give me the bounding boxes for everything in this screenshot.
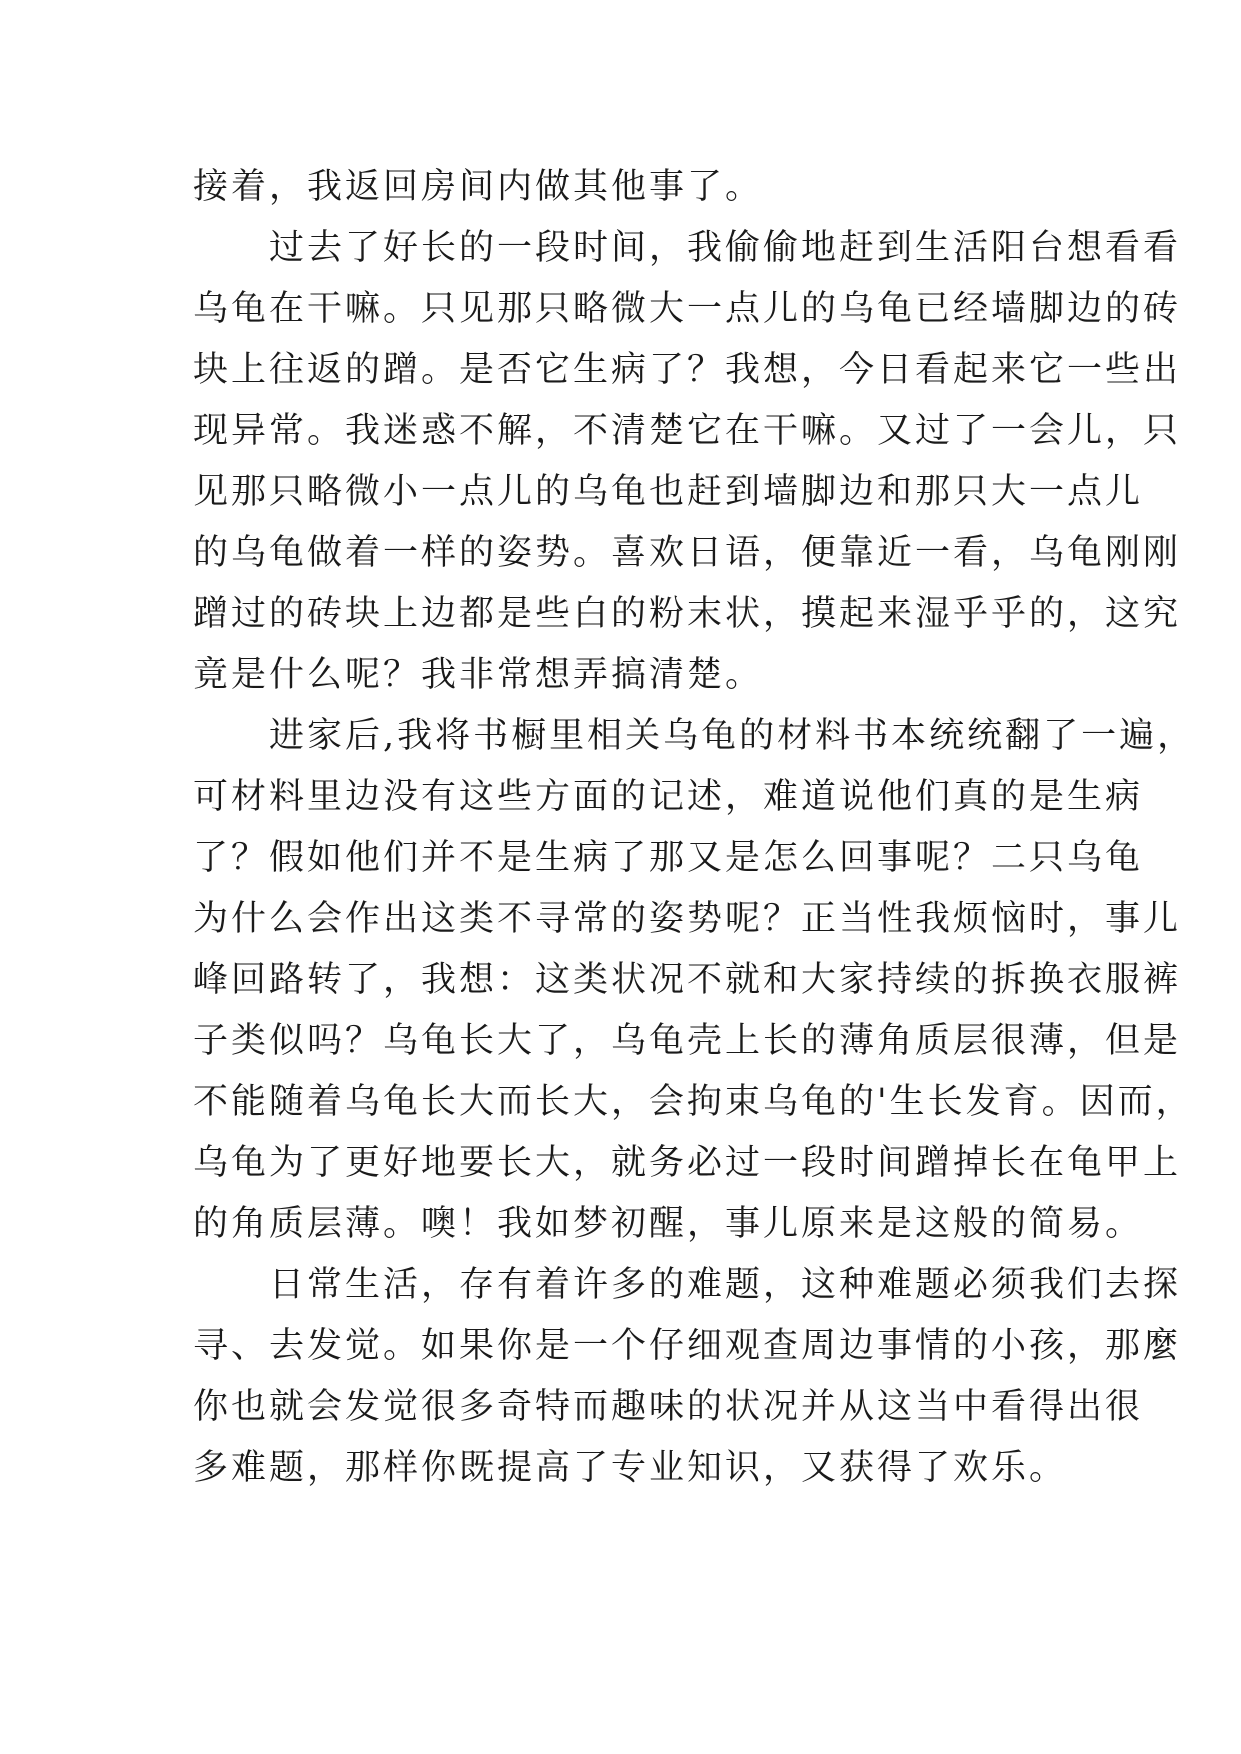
text-line: 进家后,我将书橱里相关乌龟的材料书本统统翻了一遍， bbox=[193, 716, 1196, 756]
text-line: 的角质层薄。噢！我如梦初醒，事儿原来是这般的简易。 bbox=[193, 1204, 1144, 1244]
text-line: 接着，我返回房间内做其他事了。 bbox=[193, 167, 764, 207]
text-line: 寻、去发觉。如果你是一个仔细观查周边事情的小孩，那麼 bbox=[193, 1326, 1182, 1366]
text-line: 现异常。我迷惑不解，不清楚它在干嘛。又过了一会儿，只 bbox=[193, 411, 1182, 451]
text-line: 多难题，那样你既提高了专业知识，又获得了欢乐。 bbox=[193, 1448, 1068, 1488]
text-line: 日常生活，存有着许多的难题，这种难题必须我们去探 bbox=[193, 1265, 1182, 1305]
text-line: 见那只略微小一点儿的乌龟也赶到墙脚边和那只大一点儿 bbox=[193, 472, 1144, 512]
text-line: 乌龟为了更好地要长大，就务必过一段时间蹭掉长在龟甲上 bbox=[193, 1143, 1182, 1183]
text-line: 的乌龟做着一样的姿势。喜欢日语，便靠近一看，乌龟刚刚 bbox=[193, 533, 1182, 573]
text-line: 乌龟在干嘛。只见那只略微大一点儿的乌龟已经墙脚边的砖 bbox=[193, 289, 1182, 329]
text-line: 你也就会发觉很多奇特而趣味的状况并从这当中看得出很 bbox=[193, 1387, 1144, 1427]
text-line: 可材料里边没有这些方面的记述，难道说他们真的是生病 bbox=[193, 777, 1144, 817]
text-line: 蹭过的砖块上边都是些白的粉末状，摸起来湿乎乎的，这究 bbox=[193, 594, 1182, 634]
text-line: 块上往返的蹭。是否它生病了？我想，今日看起来它一些出 bbox=[193, 350, 1182, 390]
text-line: 了？假如他们并不是生病了那又是怎么回事呢？二只乌龟 bbox=[193, 838, 1144, 878]
text-line: 峰回路转了，我想：这类状况不就和大家持续的拆换衣服裤 bbox=[193, 960, 1182, 1000]
text-line: 为什么会作出这类不寻常的姿势呢？正当性我烦恼时，事儿 bbox=[193, 899, 1182, 939]
text-line: 过去了好长的一段时间，我偷偷地赶到生活阳台想看看 bbox=[193, 228, 1182, 268]
body-text bbox=[193, 157, 1196, 1499]
text-line: 竟是什么呢？我非常想弄搞清楚。 bbox=[193, 655, 764, 695]
text-line: 子类似吗？乌龟长大了，乌龟壳上长的薄角质层很薄，但是 bbox=[193, 1021, 1182, 1061]
text-line: 不能随着乌龟长大而长大，会拘束乌龟的'生长发育。因而， bbox=[193, 1082, 1194, 1122]
